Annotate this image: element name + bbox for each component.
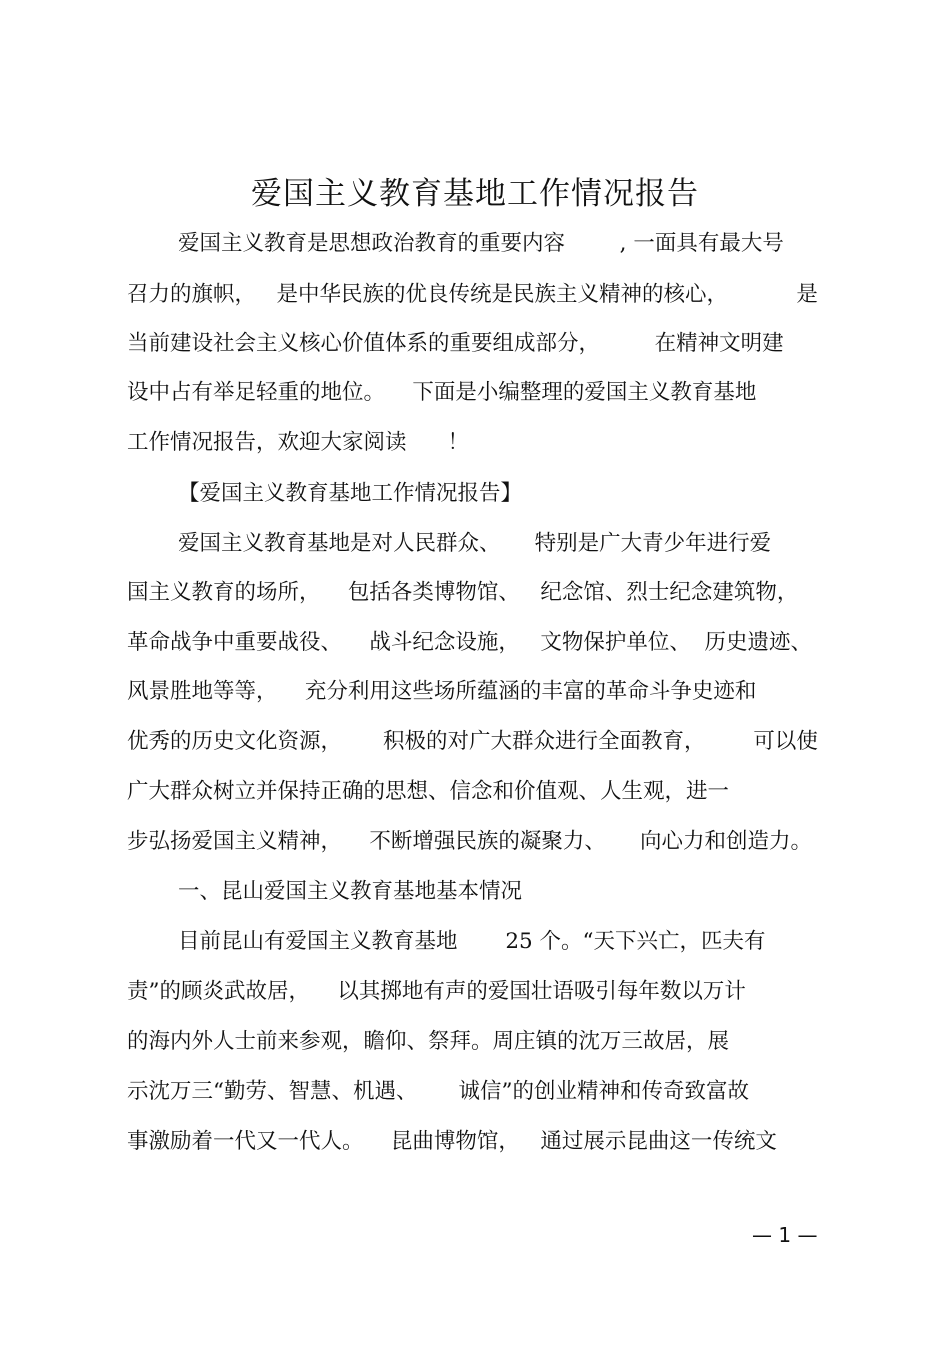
section-heading: 一、昆山爱国主义教育基地基本情况 [178,879,523,904]
body-line: 国主义教育的场所， 包括各类博物馆、 纪念馆、烈士纪念建筑物， [127,580,799,605]
document-title: 爱国主义教育基地工作情况报告 [251,176,699,212]
body-line: 步弘扬爱国主义精神， 不断增强民族的凝聚力、 向心力和创造力。 [127,829,813,854]
page-number: — 1 — [752,1223,818,1247]
body-line: 的海内外人士前来参观，瞻仰、祭拜。周庄镇的沈万三故居，展 [127,1029,730,1054]
body-line: 广大群众树立并保持正确的思想、信念和价值观、人生观，进一 [127,779,730,804]
body-line: 革命战争中重要战役、 战斗纪念设施， 文物保护单位、 历史遗迹、 [127,630,813,655]
body-line: 事激励着一代又一代人。 昆曲博物馆， 通过展示昆曲这一传统文 [127,1129,777,1154]
body-line: 当前建设社会主义核心价值体系的重要组成部分， 在精神文明建 [127,331,784,356]
body-line: 爱国主义教育基地是对人民群众、 特别是广大青少年进行爱 [178,531,772,556]
body-line: 风景胜地等等， 充分利用这些场所蕴涵的丰富的革命斗争史迹和 [127,679,757,704]
body-line: 责”的顾炎武故居， 以其掷地有声的爱国壮语吸引每年数以万计 [127,979,746,1004]
body-line: 优秀的历史文化资源， 积极的对广大群众进行全面教育， 可以使 [127,729,818,754]
body-line: 示沈万三“勤劳、智慧、机遇、 诚信”的创业精神和传奇致富故 [127,1079,749,1104]
body-line: 目前昆山有爱国主义教育基地 25 个。“天下兴亡，匹夫有 [178,929,766,954]
body-line: 爱国主义教育是思想政治教育的重要内容 , 一面具有最大号 [178,231,784,256]
section-heading: 【爱国主义教育基地工作情况报告】 [178,481,523,506]
body-line: 设中占有举足轻重的地位。 下面是小编整理的爱国主义教育基地 [127,380,757,405]
body-line: 召力的旗帜， 是中华民族的优良传统是民族主义精神的核心， 是 [127,282,818,307]
body-line: 工作情况报告，欢迎大家阅读 ！ [127,430,470,455]
